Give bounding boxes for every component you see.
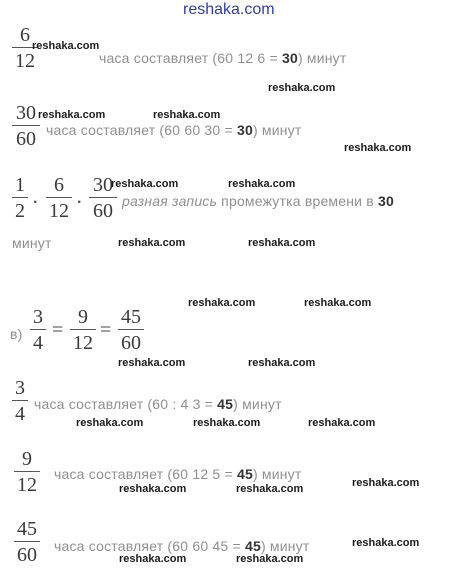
fraction-bar	[70, 329, 96, 330]
watermark: reshaka.com	[304, 297, 372, 309]
sentence-line-3	[122, 193, 394, 209]
value: 45	[217, 396, 234, 412]
watermark: reshaka.com	[38, 109, 106, 121]
value: 30	[281, 50, 298, 66]
separator: .	[77, 190, 82, 207]
denominator: 12	[73, 332, 93, 354]
watermark: reshaka.com	[119, 553, 187, 565]
fraction-bar	[14, 471, 40, 472]
value: 45	[244, 538, 261, 554]
fraction-bar	[12, 197, 28, 198]
fraction-bar	[30, 329, 46, 330]
sentence-line-3-cont: минут	[12, 235, 52, 251]
sentence-line-2	[46, 122, 301, 138]
numerator: 45	[17, 518, 37, 540]
fraction-bar	[46, 197, 72, 198]
separator: .	[33, 190, 38, 207]
watermark: reshaka.com	[248, 357, 316, 369]
text: промежутка времени в	[221, 193, 374, 209]
watermark: reshaka.com	[352, 477, 420, 489]
denominator: 4	[33, 332, 43, 354]
watermark: reshaka.com	[119, 483, 187, 495]
italic-text: разная запись	[122, 193, 218, 209]
watermark: reshaka.com	[118, 357, 186, 369]
value: 30	[378, 193, 394, 209]
text: часа составляет (60 12 5 =	[54, 466, 237, 482]
numerator: 9	[78, 306, 88, 328]
denominator: 2	[15, 200, 25, 222]
fraction-6-12	[46, 174, 72, 222]
denominator: 12	[15, 50, 35, 72]
text: ) минут	[233, 396, 282, 412]
numerator: 6	[54, 174, 64, 196]
denominator: 12	[49, 200, 69, 222]
fraction-bar	[118, 329, 144, 330]
fraction-bar	[14, 541, 40, 542]
sentence-line-1	[99, 50, 347, 66]
equals-sign: =	[52, 319, 64, 341]
watermark: reshaka.com	[228, 178, 296, 190]
fraction-bar	[12, 400, 28, 401]
watermark: reshaka.com	[153, 109, 221, 121]
text: ) минут	[252, 466, 302, 482]
fraction-30-60	[12, 102, 40, 150]
watermark: reshaka.com	[111, 178, 179, 190]
text: ) минут	[260, 538, 310, 554]
numerator: 30	[16, 102, 36, 124]
text: часа составляет (60 12 6 =	[99, 50, 282, 66]
watermark: reshaka.com	[344, 142, 412, 154]
watermark: reshaka.com	[308, 417, 376, 429]
numerator: 6	[20, 24, 30, 46]
numerator: 3	[15, 377, 25, 399]
fraction-9-12	[70, 306, 96, 354]
watermark: reshaka.com	[118, 237, 186, 249]
numerator: 30	[93, 174, 113, 196]
fraction-3-4	[30, 306, 46, 354]
denominator: 60	[93, 200, 113, 222]
watermark: reshaka.com	[352, 537, 420, 549]
site-header: reshaka.com	[183, 1, 275, 18]
sentence-line-4	[34, 396, 282, 412]
denominator: 4	[15, 403, 25, 425]
text: часа составляет (60 : 4 3 =	[34, 396, 218, 412]
text: часа составляет (60 60 45 =	[54, 538, 245, 554]
denominator: 60	[16, 128, 36, 150]
watermark: reshaka.com	[32, 40, 100, 52]
numerator: 1	[15, 174, 25, 196]
watermark: reshaka.com	[188, 297, 256, 309]
watermark: reshaka.com	[248, 237, 316, 249]
denominator: 60	[121, 332, 141, 354]
watermark: reshaka.com	[236, 483, 304, 495]
fraction-bar	[12, 125, 40, 126]
numerator: 45	[121, 306, 141, 328]
sentence-line-5	[54, 466, 302, 482]
fraction-45-60	[118, 306, 144, 354]
fraction-1-2	[12, 174, 28, 222]
value: 30	[236, 122, 253, 138]
text: ) минут	[252, 122, 302, 138]
denominator: 60	[17, 544, 37, 566]
part-label-v: в)	[10, 326, 23, 342]
numerator: 3	[33, 306, 43, 328]
text: часа составляет (60 60 30 =	[46, 122, 237, 138]
watermark: reshaka.com	[268, 82, 336, 94]
equals-sign: =	[100, 319, 112, 341]
fraction-9-12	[14, 448, 40, 496]
fraction-45-60	[14, 518, 40, 566]
watermark: reshaka.com	[193, 417, 261, 429]
watermark: reshaka.com	[236, 553, 304, 565]
numerator: 9	[22, 448, 32, 470]
fraction-3-4	[12, 377, 28, 425]
denominator: 12	[17, 474, 37, 496]
value: 45	[236, 466, 253, 482]
fraction-bar	[89, 197, 117, 198]
watermark: reshaka.com	[76, 417, 144, 429]
sentence-line-6	[54, 538, 309, 554]
text: ) минут	[297, 50, 347, 66]
